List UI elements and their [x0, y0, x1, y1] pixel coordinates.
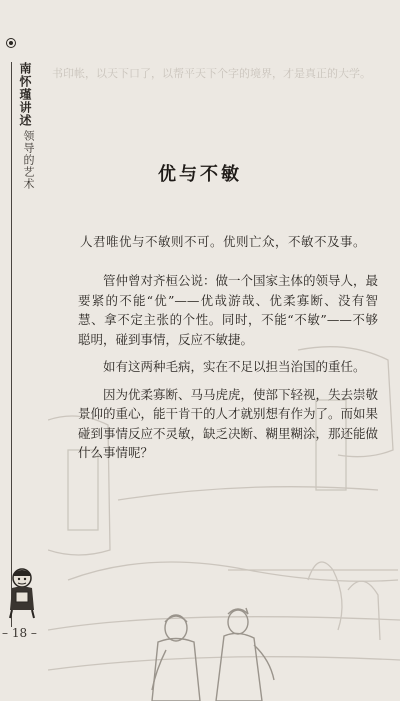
book-title: 领导的艺术 — [22, 130, 35, 190]
paragraph: 管仲曾对齐桓公说：做一个国家主体的领导人，最要紧的不能“优”——优哉游哉、优柔寡断、没有智慧、拿不定主张的个性。同时，不能“不敏”——不够聪明，碰到事情，反应不敏捷。 — [78, 273, 379, 347]
classical-quote: 人君唯优与不敏则不可。优则亡众，不敏不及事。 — [80, 234, 367, 249]
scholar-mascot-icon — [4, 566, 40, 620]
bleed-through-text: 书印帐，以天下口了，以帮平天下个字的境界，才是真正的大学。 — [52, 67, 371, 80]
paragraph: 如有这两种毛病，实在不足以担当治国的重任。 — [103, 359, 366, 374]
sidebar — [0, 0, 48, 701]
page-number: – 18 – — [2, 626, 37, 640]
circle-bullet-icon — [6, 38, 16, 48]
article-title: 优与不敏 — [158, 164, 242, 185]
series-title: 南怀瑾讲述 — [18, 62, 32, 127]
sidebar-rule — [11, 62, 12, 627]
paragraph: 因为优柔寡断、马马虎虎，使部下轻视，失去崇敬景仰的重心，能干肯干的人才就别想有作为了。而如果碰到事情反应不灵敏，缺乏决断、糊里糊涂，那还能做什么事情呢？ — [78, 386, 379, 460]
article-body — [78, 271, 378, 471]
